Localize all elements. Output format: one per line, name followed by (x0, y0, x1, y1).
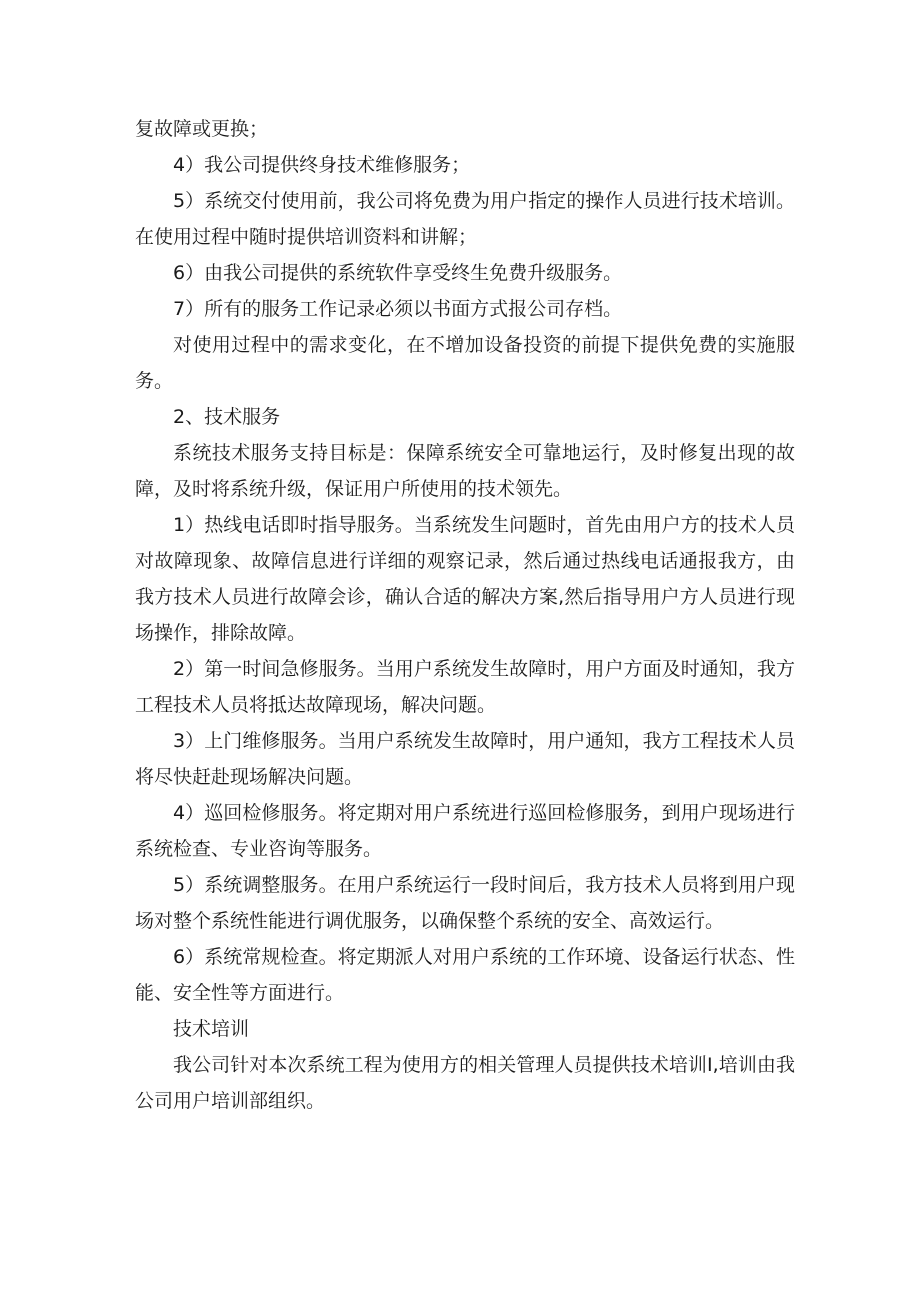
paragraph-requirement-changes: 对使用过程中的需求变化，在不增加设备投资的前提下提供免费的实施服务。 (135, 334, 795, 392)
document-body (135, 111, 795, 1119)
paragraph-training-plan: 我公司针对本次系统工程为使用方的相关管理人员提供技术培训Ⅰ,培训由我公司用户培训部组织。 (135, 1054, 795, 1112)
paragraph-item-7-records: 7）所有的服务工作记录必须以书面方式报公司存档。 (173, 298, 623, 320)
paragraph-service-goal: 系统技术服务支持目标是：保障系统安全可靠地运行，及时修复出现的故障，及时将系统升级，保证用户所使用的技术领先。 (135, 442, 795, 500)
paragraph-system-tuning: 5）系统调整服务。在用户系统运行一段时间后，我方技术人员将到用户现场对整个系统性能进行调优服务，以确保整个系统的安全、高效运行。 (135, 874, 795, 932)
paragraph-onsite-repair: 3）上门维修服务。当用户系统发生故障时，用户通知，我方工程技术人员将尽快赶赴现场解决问题。 (135, 730, 795, 788)
paragraph-item-6-upgrade: 6）由我公司提供的系统软件享受终生免费升级服务。 (173, 262, 623, 284)
paragraph-hotline-service: 1）热线电话即时指导服务。当系统发生问题时，首先由用户方的技术人员对故障现象、故障信息进行详细的观察记录，然后通过热线电话通报我方，由我方技术人员进行故障会诊，确认合适的解决方案,然后指导用户方人员进行现场操作，排除故障。 (135, 514, 795, 644)
paragraph-patrol-maintenance: 4）巡回检修服务。将定期对用户系统进行巡回检修服务，到用户现场进行系统检查、专业咨询等服务。 (135, 802, 795, 860)
paragraph-continuation: 复故障或更换； (135, 118, 269, 140)
section-heading-training: 技术培训 (173, 1018, 250, 1040)
section-heading-technical-service: 2、技术服务 (173, 406, 281, 428)
paragraph-routine-check: 6）系统常规检查。将定期派人对用户系统的工作环境、设备运行状态、性能、安全性等方面进行。 (135, 946, 795, 1004)
paragraph-item-4-lifetime-service: 4）我公司提供终身技术维修服务； (173, 154, 471, 176)
paragraph-emergency-repair: 2）第一时间急修服务。当用户系统发生故障时，用户方面及时通知，我方工程技术人员将抵达故障现场，解决问题。 (135, 658, 795, 716)
paragraph-item-5-training: 5）系统交付使用前，我公司将免费为用户指定的操作人员进行技术培训。在使用过程中随时提供培训资料和讲解； (135, 190, 795, 248)
